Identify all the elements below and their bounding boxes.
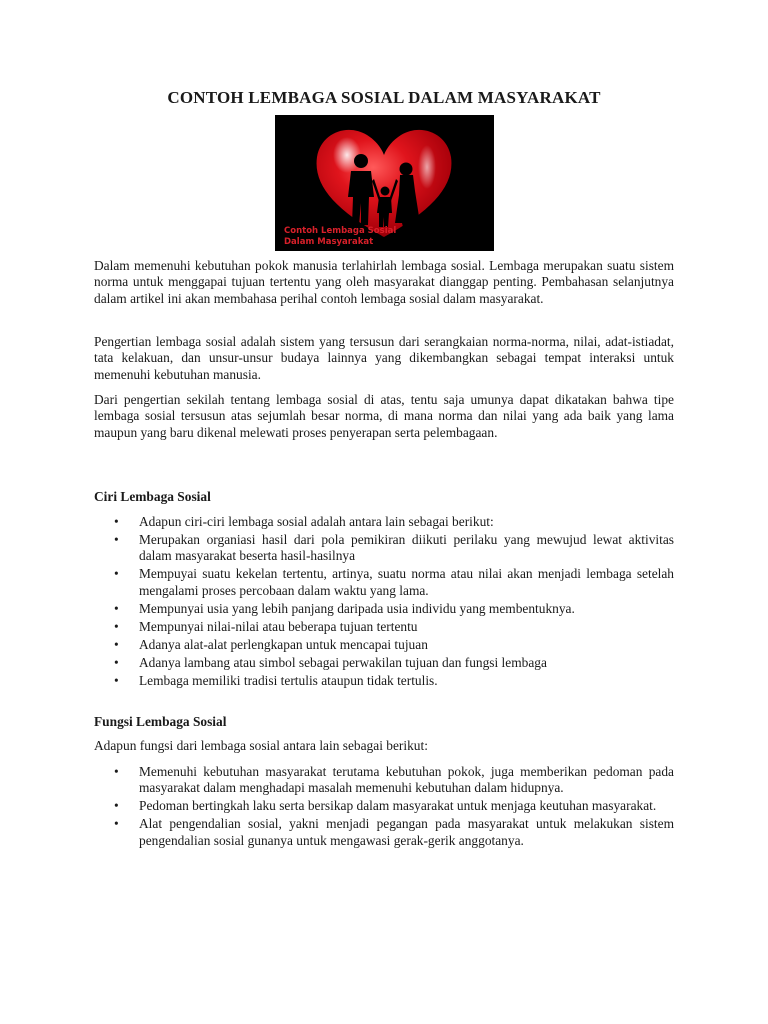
list-item-text: Lembaga memiliki tradisi tertulis ataupun tidak tertulis.	[139, 672, 438, 688]
bullet-icon: •	[114, 532, 119, 547]
page-title: CONTOH LEMBAGA SOSIAL DALAM MASYARAKAT	[167, 88, 601, 107]
list-item-text: Adanya alat-alat perlengkapan untuk mencapai tujuan	[139, 636, 428, 652]
bullet-icon: •	[114, 514, 119, 529]
section-heading-fungsi: Fungsi Lembaga Sosial	[94, 714, 227, 729]
hero-caption-line2: Dalam Masyarakat	[284, 237, 374, 247]
bullet-icon: •	[114, 798, 119, 814]
bullet-icon: •	[114, 654, 119, 670]
list-item	[94, 532, 674, 565]
list-item-text: Alat pengendalian sosial, yakni menjadi pegangan pada masyarakat untuk melakukan sistem pengendalian sosial gunanya untuk mengawasi gerak-gerik anggotanya.	[139, 816, 674, 848]
list-item-text: Merupakan organiasi hasil dari pola pemikiran diikuti perilaku yang mewujud lewat aktivitas dalam masyarakat beserta hasil-hasilnya	[139, 532, 674, 564]
hero-image	[275, 115, 494, 251]
list-item-text: Adanya lambang atau simbol sebagai perwakilan tujuan dan fungsi lembaga	[139, 654, 547, 670]
ciri-list	[94, 514, 674, 691]
list-item-text: Mempunyai nilai-nilai atau beberapa tujuan tertentu	[139, 618, 418, 634]
list-item	[94, 619, 674, 635]
paragraph-definition: Pengertian lembaga sosial adalah sistem yang tersusun dari serangkaian norma-norma, nilai, adat-istiadat, tata kelakuan, dan unsur-unsur budaya lainnya yang dikembangkan sebagai tempat interaksi untuk memenuhi kebutuhan manusia.	[94, 334, 674, 382]
hero-caption-line1: Contoh Lembaga Sosial	[284, 226, 397, 236]
list-item	[94, 566, 674, 599]
list-item	[94, 798, 674, 814]
list-item	[94, 816, 674, 849]
bullet-icon: •	[114, 816, 119, 832]
list-item	[94, 655, 674, 671]
section-heading-ciri: Ciri Lembaga Sosial	[94, 489, 211, 504]
list-item	[94, 514, 674, 530]
bullet-icon: •	[114, 636, 119, 652]
list-item-text: Memenuhi kebutuhan masyarakat terutama kebutuhan pokok, juga memberikan pedoman pada masyarakat dalam menghadapi masalah memenuhi kebutuhan dalam hidupnya.	[139, 764, 674, 796]
list-item	[94, 764, 674, 797]
bullet-icon: •	[114, 618, 119, 634]
bullet-icon: •	[114, 764, 119, 779]
bullet-icon: •	[114, 566, 119, 582]
fungsi-intro: Adapun fungsi dari lembaga sosial antara lain sebagai berikut:	[94, 738, 428, 753]
list-item-text: Adapun ciri-ciri lembaga sosial adalah antara lain sebagai berikut:	[139, 514, 494, 529]
heart-family-icon	[275, 115, 494, 251]
paragraph-intro: Dalam memenuhi kebutuhan pokok manusia terlahirlah lembaga sosial. Lembaga merupakan suatu sistem norma untuk menggapai tujuan tertentu yang oleh masyarakat dianggap penting. Pembahasan selanjutnya dalam artikel ini akan membahasa perihal contoh lembaga sosial dalam masyarakat.	[94, 258, 674, 306]
list-item-text: Mempunyai usia yang lebih panjang daripada usia individu yang membentuknya.	[139, 600, 575, 616]
bullet-icon: •	[114, 600, 119, 616]
list-item	[94, 637, 674, 653]
list-item-text: Mempuyai suatu kekelan tertentu, artinya, suatu norma atau nilai akan menjadi lembaga setelah mengalami proses percobaan dalam waktu yang lama.	[139, 566, 674, 598]
bullet-icon: •	[114, 672, 119, 688]
paragraph-summary: Dari pengertian sekilah tentang lembaga sosial di atas, tentu saja umunya dapat dikatakan bahwa tipe lembaga sosial tersusun atas sejumlah besar norma, di mana norma dan nilai yang ada baik yang lama maupun yang baru dikenal melewati proses penyerapan serta pelembagaan.	[94, 392, 674, 440]
list-item	[94, 601, 674, 617]
fungsi-list	[94, 764, 674, 851]
list-item-text: Pedoman bertingkah laku serta bersikap dalam masyarakat untuk menjaga keutuhan masyarakat.	[139, 798, 657, 814]
list-item	[94, 673, 674, 689]
